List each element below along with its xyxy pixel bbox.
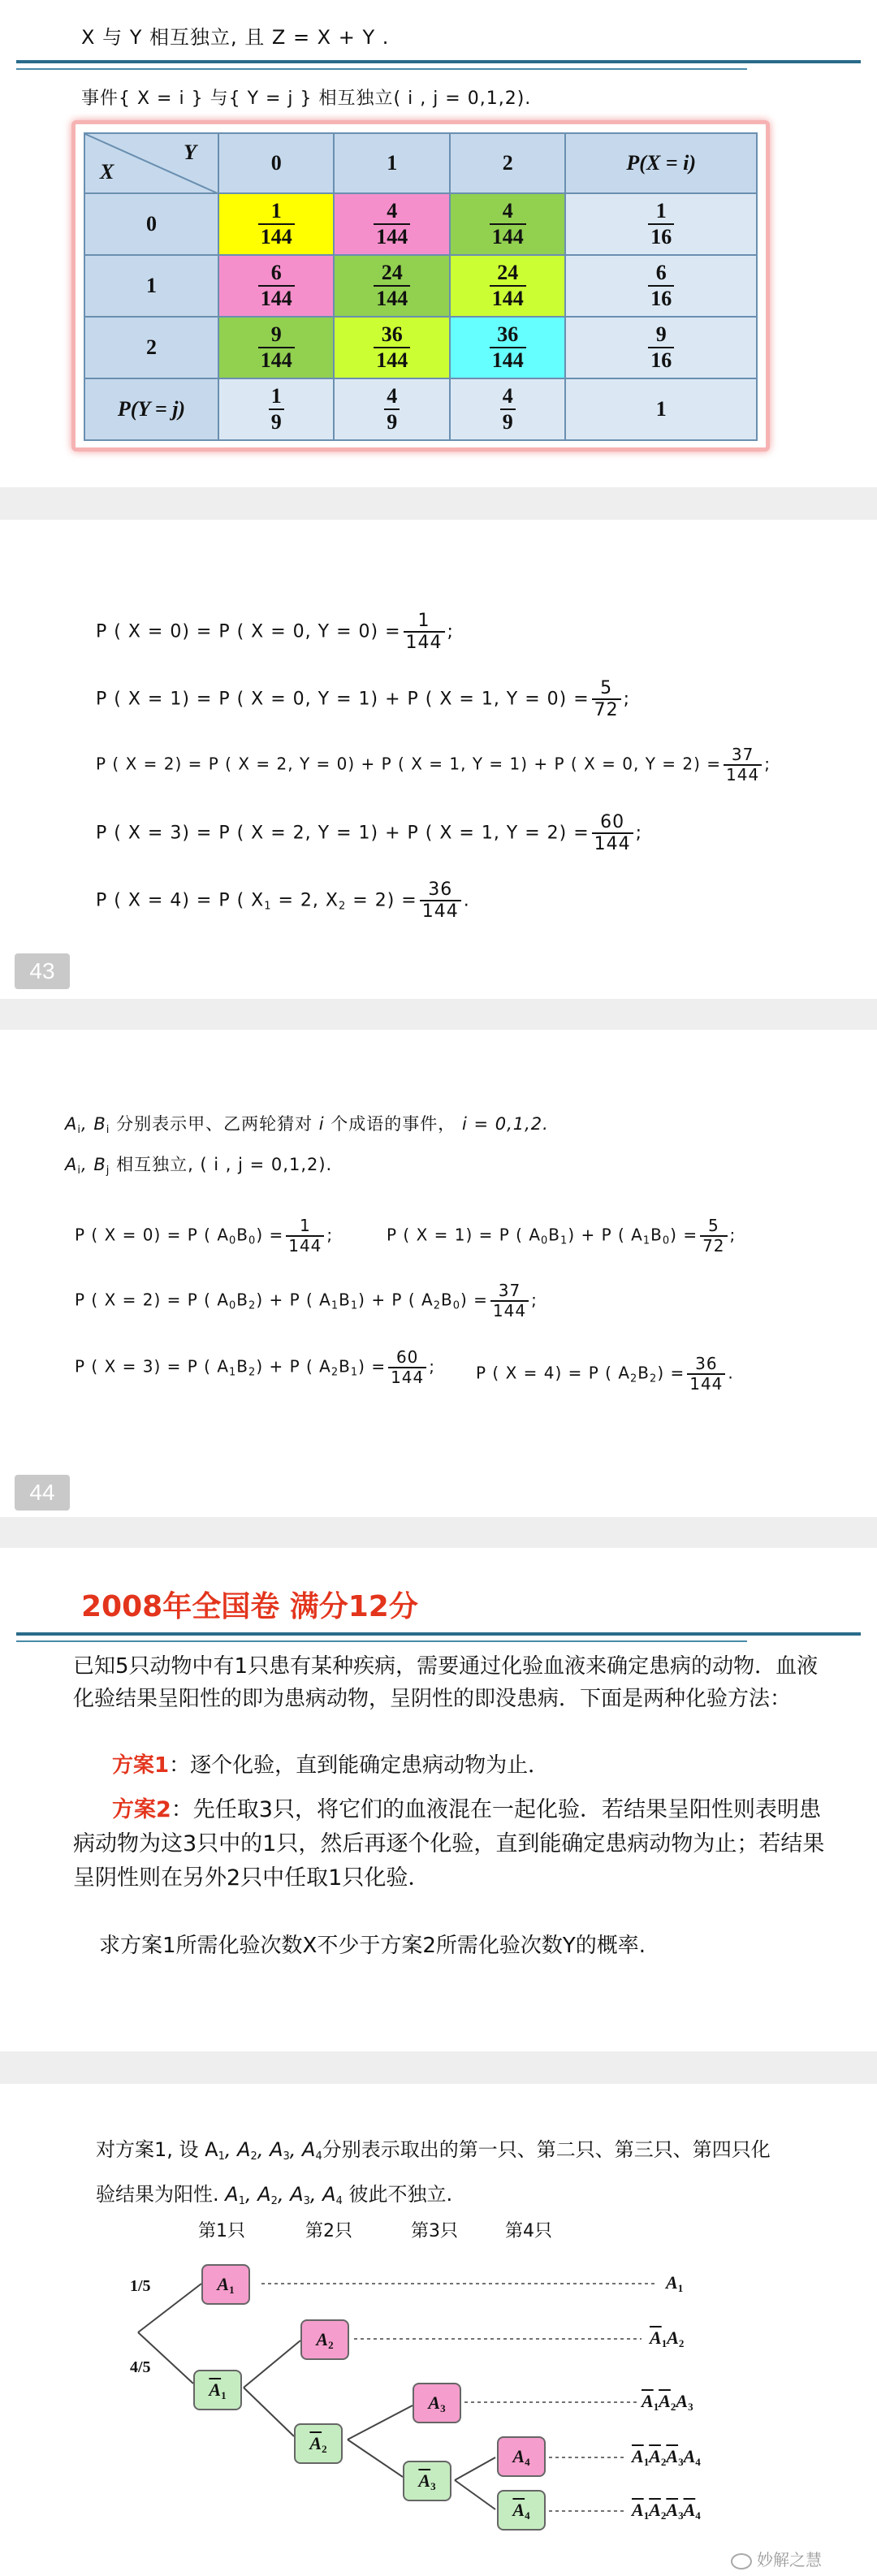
plan1-definition: 对方案1, 设 $A_1$, $A_2$, $A_3$, $A_4$分别表示取出的第一只、第二只、第三只、第四只化验结果为阳性. $A_1$, $A_2$, $A_3$, $A_4$ 彼此不独立. bbox=[96, 2138, 771, 2207]
wechat-icon bbox=[731, 2553, 752, 2570]
corner-label-y: Y bbox=[184, 140, 197, 164]
plan1: 方案1：逐个化验，直到能确定患病动物为止． bbox=[112, 1753, 550, 1778]
equation-px3: P ( X = 3) = P ( X = 2, Y = 1) + P ( X = 1, Y = 2) = $\frac{60}{144}$ ; bbox=[96, 812, 643, 855]
outcome-not-a1-not-a2-not-a3-a4: $\overline{A}_1\overline{A}_2\overline{A}_3A_4$ bbox=[632, 2446, 701, 2468]
problem-intro: 已知5只动物中有1只患有某种疾病，需要通过化验血液来确定患病的动物．血液化验结果呈阳性的即为患病动物，呈阴性的即没患病．下面是两种化验方法： bbox=[73, 1654, 819, 1711]
cell-0-1: $\frac{4}{144}$ bbox=[334, 193, 449, 255]
col-header-marginal-x: P(X = i) bbox=[565, 133, 757, 193]
col-header-0: 0 bbox=[218, 133, 334, 193]
prob-label-first-positive: 1/5 bbox=[130, 2277, 151, 2295]
node-not-a4: $\overline{A}_4$ bbox=[497, 2490, 546, 2531]
page-number-badge: 44 bbox=[15, 1475, 70, 1511]
equation-a-px4: P ( X = 4) = P ( $A_2B_2$) = $\frac{36}{144}$ . bbox=[476, 1354, 734, 1394]
independence-statement: X 与 Y 相互独立, 且 Z = X + Y . bbox=[81, 26, 390, 49]
joint-distribution-table bbox=[84, 132, 758, 441]
grand-total: 1 bbox=[565, 378, 757, 440]
equation-a-px3: P ( X = 3) = P ( $A_1B_2) + P$ ( $A_2B_1$) = $\frac{60}{144}$ ; bbox=[75, 1347, 436, 1387]
slide-guessing-game bbox=[0, 1030, 877, 1517]
row-label-0: 0 bbox=[84, 193, 218, 255]
events-definition: $A_i$, $B_i$ 分别表示甲、乙两轮猜对 i 个成语的事件， i = 0,1,2. bbox=[65, 1114, 549, 1136]
marginal-y-2: $\frac{4}{9}$ bbox=[450, 378, 565, 440]
node-a3: $A_3$ bbox=[413, 2383, 461, 2423]
tree-col-header-1: 第1只 bbox=[198, 2221, 245, 2241]
node-not-a1: $\overline{A}_1$ bbox=[193, 2370, 242, 2410]
watermark: 妙解之慧 bbox=[731, 2547, 822, 2570]
cell-2-1: $\frac{36}{144}$ bbox=[334, 317, 449, 378]
cell-1-marginal: $\frac{6}{16}$ bbox=[565, 255, 757, 317]
heading-rule bbox=[16, 1632, 861, 1636]
node-a1: $A_1$ bbox=[201, 2264, 250, 2305]
col-header-2: 2 bbox=[450, 133, 565, 193]
col-header-1: 1 bbox=[334, 133, 449, 193]
cell-0-0: $\frac{1}{144}$ bbox=[218, 193, 334, 255]
equation-px2: P ( X = 2) = P ( X = 2, Y = 0) + P ( X = 1, Y = 1) + P ( X = 0, Y = 2) = $\frac{37}{144}$ ; bbox=[96, 745, 771, 784]
slide-distribution-of-x bbox=[0, 520, 877, 999]
table-corner-cell bbox=[84, 133, 218, 193]
equation-px1: P ( X = 1) = P ( X = 0, Y = 1) + P ( X = 1, Y = 0) = $\frac{5}{72}$ ; bbox=[96, 678, 631, 721]
marginal-y-1: $\frac{4}{9}$ bbox=[334, 378, 449, 440]
tree-col-header-3: 第3只 bbox=[411, 2221, 458, 2241]
cell-2-0: $\frac{9}{144}$ bbox=[218, 317, 334, 378]
joint-distribution-table-frame bbox=[71, 120, 770, 452]
cell-1-2: $\frac{24}{144}$ bbox=[450, 255, 565, 317]
cell-0-marginal: $\frac{1}{16}$ bbox=[565, 193, 757, 255]
outcome-a1: $A_1$ bbox=[666, 2272, 684, 2294]
page-number-badge: 43 bbox=[15, 953, 70, 989]
node-a2: $A_2$ bbox=[300, 2319, 349, 2360]
equation-a-px0: P ( X = 0) = P ( $A_0B_0$) = $\frac{1}{144}$ ; bbox=[75, 1216, 334, 1256]
row-label-1: 1 bbox=[84, 255, 218, 317]
row-label-2: 2 bbox=[84, 317, 218, 378]
cell-2-marginal: $\frac{9}{16}$ bbox=[565, 317, 757, 378]
node-not-a3: $\overline{A}_3$ bbox=[403, 2461, 451, 2501]
slide-plan1-tree bbox=[0, 2084, 877, 2576]
equation-px0: P ( X = 0) = P ( X = 0, Y = 0) = $\frac{1}{144}$ ; bbox=[96, 611, 454, 654]
title-rule bbox=[16, 60, 861, 63]
cell-0-2: $\frac{4}{144}$ bbox=[450, 193, 565, 255]
event-independence-statement: 事件{ X = i } 与{ Y = j } 相互独立( i , j = 0,1,2). bbox=[81, 89, 532, 109]
title-rule-thin bbox=[16, 68, 747, 70]
tree-col-header-2: 第2只 bbox=[305, 2221, 352, 2241]
cell-1-0: $\frac{6}{144}$ bbox=[218, 255, 334, 317]
plan2-label: 方案2 bbox=[112, 1797, 171, 1822]
cell-1-1: $\frac{24}{144}$ bbox=[334, 255, 449, 317]
equation-a-px2: P ( X = 2) = P ( $A_0B_2) + P$ ( $A_1B_1) + P$ ( $A_2B_0$) = $\frac{37}{144}$ ; bbox=[75, 1281, 538, 1320]
equation-px4: P ( X = 4) = P ( $X_1 = 2$, $X_2 = 2$) = $\frac{36}{144}$ . bbox=[96, 880, 470, 923]
outcome-all-negative: $\overline{A}_1\overline{A}_2\overline{A}_3\overline{A}_4$ bbox=[632, 2500, 701, 2522]
marginal-y-0: $\frac{1}{9}$ bbox=[218, 378, 334, 440]
equation-a-px1: P ( X = 1) = P ( $A_0B_1) + P$ ( $A_1B_0$) = $\frac{5}{72}$ ; bbox=[387, 1216, 737, 1256]
prob-label-first-negative: 4/5 bbox=[130, 2358, 151, 2376]
events-independence: $A_i$, $B_j$ 相互独立, ( i , j = 0,1,2). bbox=[65, 1155, 333, 1177]
plan1-label: 方案1 bbox=[112, 1753, 170, 1778]
outcome-not-a1-not-a2-a3: $\overline{A}_1\overline{A}_2A_3$ bbox=[642, 2391, 693, 2413]
heading-rule-thin bbox=[16, 1640, 747, 1642]
node-not-a2: $\overline{A}_2$ bbox=[294, 2423, 343, 2464]
tree-col-header-4: 第4只 bbox=[505, 2221, 552, 2241]
outcome-not-a1-a2: $\overline{A}_1A_2$ bbox=[650, 2327, 685, 2349]
node-a4: $A_4$ bbox=[497, 2436, 546, 2477]
slide-joint-distribution bbox=[0, 0, 877, 487]
row-label-marginal-y: P(Y = j) bbox=[84, 378, 218, 440]
question: 求方案1所需化验次数X不少于方案2所需化验次数Y的概率. bbox=[99, 1934, 646, 1958]
cell-2-2: $\frac{36}{144}$ bbox=[450, 317, 565, 378]
exam-heading: 2008年全国卷 满分12分 bbox=[81, 1590, 418, 1623]
slide-problem-statement bbox=[0, 1548, 877, 2051]
plan2: 方案2：先任取3只，将它们的血液混在一起化验．若结果呈阳性则表明患病动物为这3只中的1只，然后再逐个化验，直到能确定患病动物为止；若结果呈阴性则在另外2只中任取1只化验． bbox=[73, 1797, 825, 1891]
corner-label-x: X bbox=[100, 160, 114, 184]
